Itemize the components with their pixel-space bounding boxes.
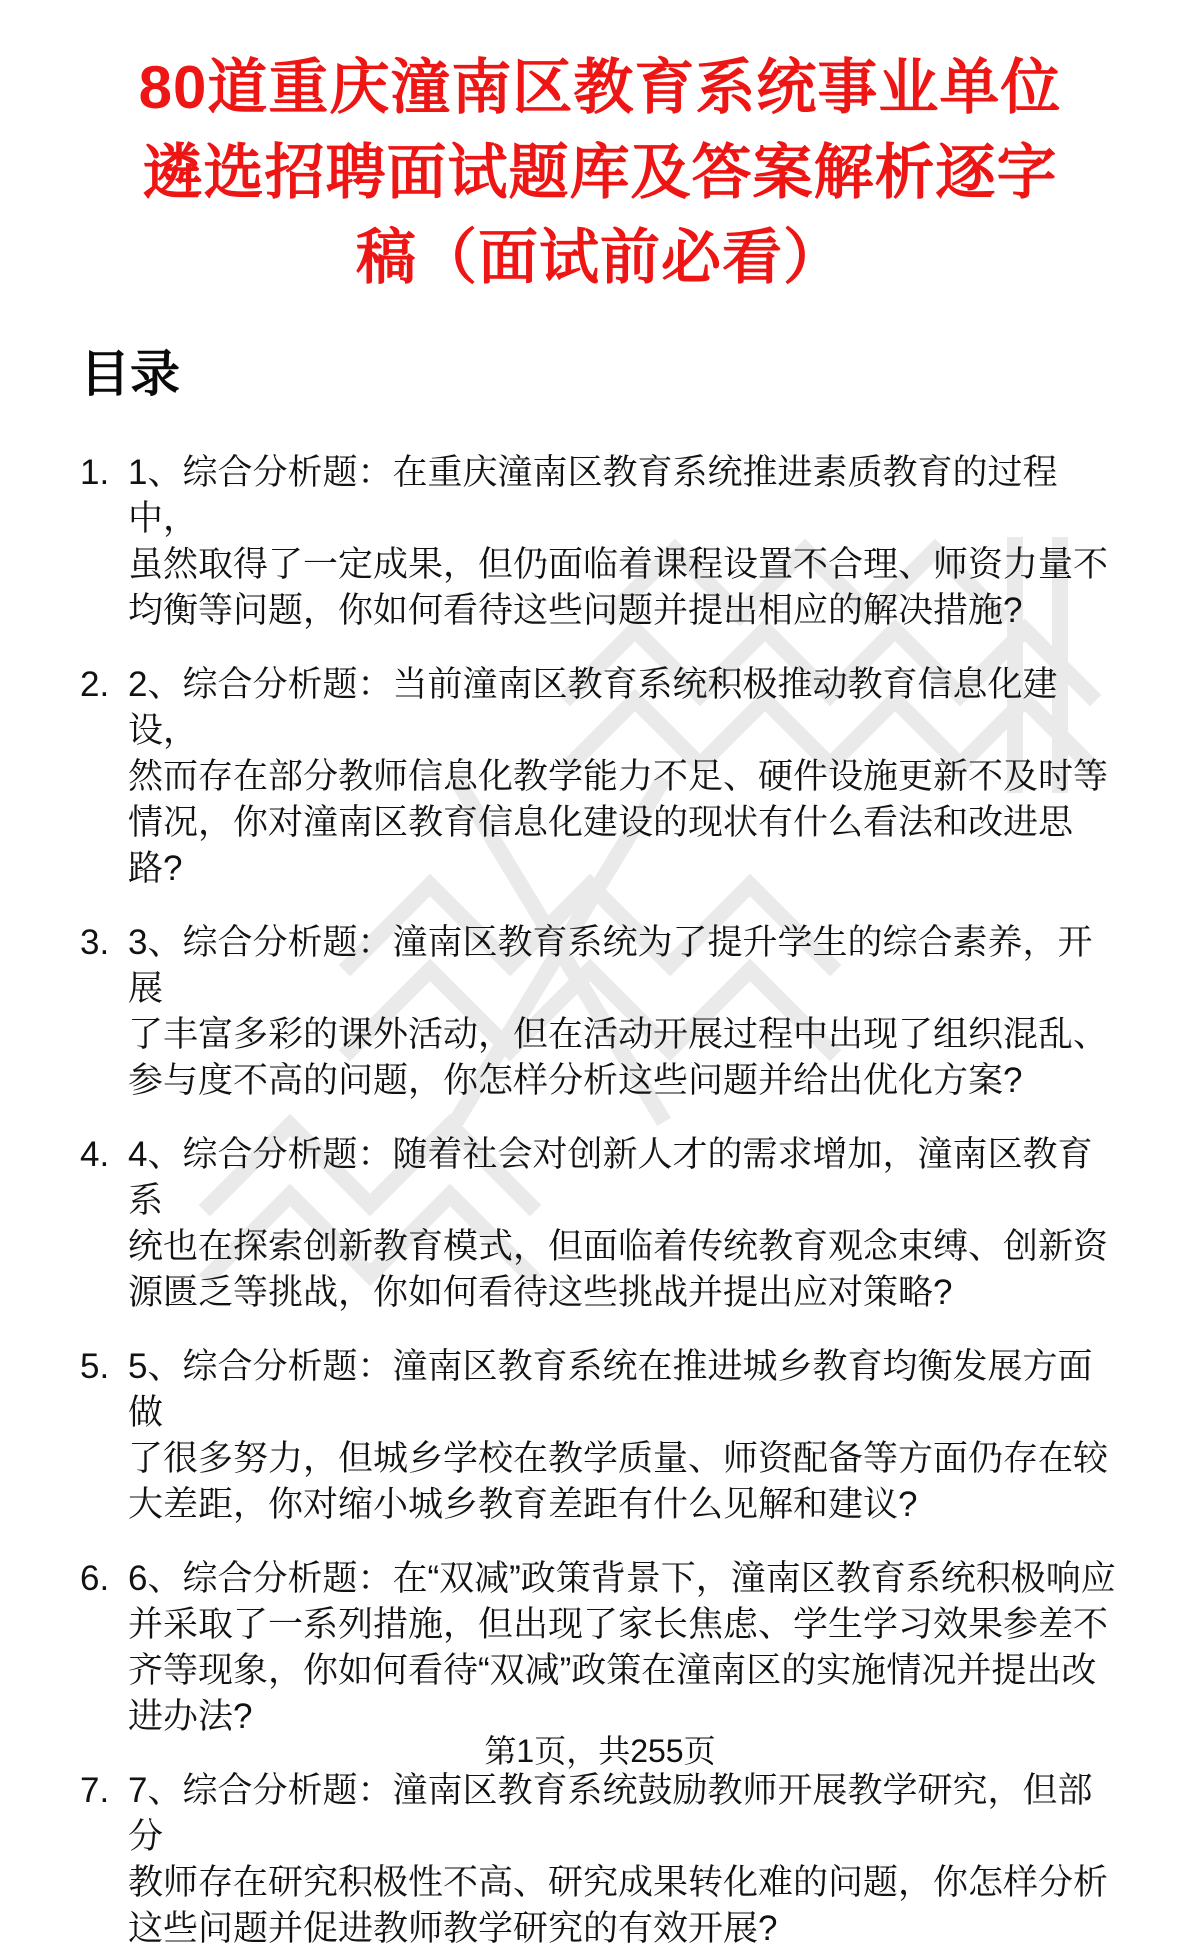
toc-item-1-line-2: 虽然取得了一定成果，但仍面临着课程设置不合理、师资力量不 [128, 545, 1109, 584]
toc-item-4-line-1: 4、综合分析题：随着社会对创新人才的需求增加，潼南区教育系 [128, 1135, 1093, 1220]
toc-item-3-line-1: 3、综合分析题：潼南区教育系统为了提升学生的综合素养，开展 [128, 923, 1093, 1008]
page-number-footer: 第1页，共255页 [484, 1733, 716, 1769]
toc-item-2 [128, 662, 1122, 892]
page-title [58, 45, 1142, 300]
toc-item-1-line-3: 均衡等问题，你如何看待这些问题并提出相应的解决措施? [128, 591, 1023, 630]
page-title-line-1: 80道重庆潼南区教育系统事业单位 [138, 54, 1062, 121]
toc-item-7 [128, 1768, 1122, 1952]
page-title-line-3: 稿（面试前必看） [356, 224, 844, 291]
toc-item-5 [128, 1344, 1122, 1528]
toc-item-5-line-2: 了很多努力，但城乡学校在教学质量、师资配备等方面仍存在较 [128, 1439, 1109, 1478]
toc-item-3 [128, 920, 1122, 1104]
toc-item-7-line-1: 7、综合分析题：潼南区教育系统鼓励教师开展教学研究，但部分 [128, 1771, 1093, 1856]
page-title-line-2: 遴选招聘面试题库及答案解析逐字 [142, 139, 1058, 206]
toc-item-4-line-3: 源匮乏等挑战，你如何看待这些挑战并提出应对策略? [128, 1273, 953, 1312]
toc-item-3-line-3: 参与度不高的问题，你怎样分析这些问题并给出优化方案? [128, 1061, 1023, 1100]
toc-item-5-line-1: 5、综合分析题：潼南区教育系统在推进城乡教育均衡发展方面做 [128, 1347, 1093, 1432]
toc-heading: 目录 [80, 346, 180, 402]
toc-item-6-line-4: 进办法? [128, 1697, 253, 1736]
toc-item-2-line-4: 路? [128, 849, 183, 888]
toc-item-1 [128, 450, 1122, 634]
document-page [0, 45, 1200, 1948]
toc-item-7-line-2: 教师存在研究积极性不高、研究成果转化难的问题，你怎样分析 [128, 1863, 1109, 1902]
toc-item-6-line-1: 6、综合分析题：在“双减”政策背景下，潼南区教育系统积极响应 [128, 1559, 1116, 1598]
toc-item-2-line-1: 2、综合分析题：当前潼南区教育系统积极推动教育信息化建设， [128, 665, 1058, 750]
toc-item-1-line-1: 1、综合分析题：在重庆潼南区教育系统推进素质教育的过程中， [128, 453, 1058, 538]
toc-item-4-line-2: 统也在探索创新教育模式，但面临着传统教育观念束缚、创新资 [128, 1227, 1109, 1266]
toc-item-3-line-2: 了丰富多彩的课外活动，但在活动开展过程中出现了组织混乱、 [128, 1015, 1109, 1054]
toc-item-5-line-3: 大差距，你对缩小城乡教育差距有什么见解和建议? [128, 1485, 918, 1524]
toc-item-6-line-2: 并采取了一系列措施，但出现了家长焦虑、学生学习效果参差不 [128, 1605, 1109, 1644]
toc-item-2-line-3: 情况，你对潼南区教育信息化建设的现状有什么看法和改进思 [128, 803, 1074, 842]
toc-list [80, 450, 1122, 1952]
toc-item-2-line-2: 然而存在部分教师信息化教学能力不足、硬件设施更新不及时等 [128, 757, 1109, 796]
toc-item-7-line-3: 这些问题并促进教师教学研究的有效开展? [128, 1909, 778, 1948]
toc-item-6-line-3: 齐等现象，你如何看待“双减”政策在潼南区的实施情况并提出改 [128, 1651, 1097, 1690]
toc-item-4 [128, 1132, 1122, 1316]
toc-item-6 [128, 1556, 1122, 1740]
